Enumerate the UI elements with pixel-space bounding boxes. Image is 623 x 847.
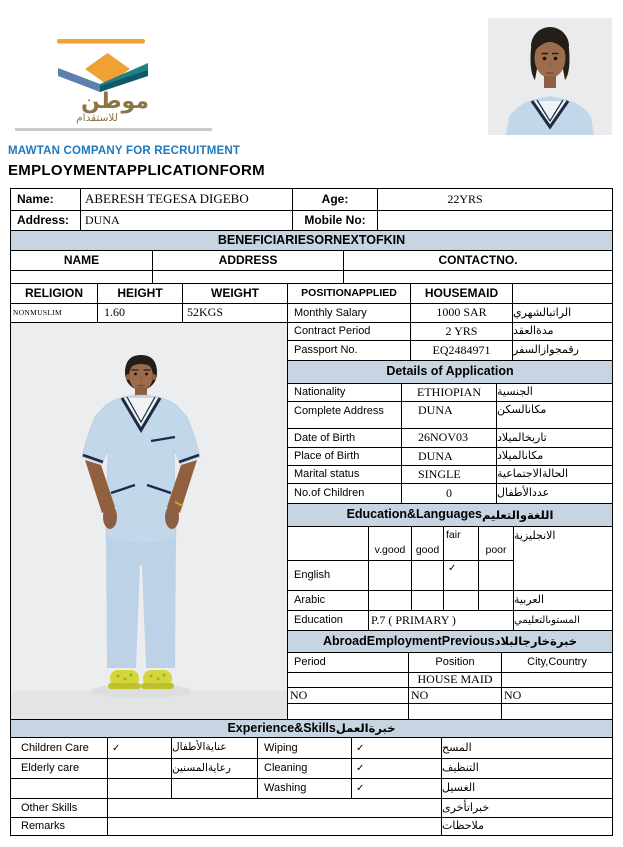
dob-value: 26NOV03 — [401, 428, 497, 448]
address-label: Address: — [10, 210, 81, 231]
arabic-good-cell — [411, 590, 444, 611]
marital-value: SINGLE — [401, 465, 497, 484]
height-header: HEIGHT — [97, 283, 183, 304]
edu-corner-cell — [287, 526, 369, 561]
skill-children-care-check: ✓ — [107, 737, 172, 759]
monthly-salary-value: 1000 SAR — [410, 303, 513, 323]
abroad-r2-position — [408, 703, 502, 720]
nk-name-value — [10, 270, 153, 284]
monthly-salary-arabic: الراتبالشهري — [512, 303, 613, 323]
education-row-arabic: المستوىالتعليمي — [513, 610, 613, 631]
skill-elderly-care-arabic: رعايةالمسنين — [171, 758, 258, 779]
arabic-vgood-cell — [368, 590, 412, 611]
applicant-photo-portrait — [488, 18, 612, 135]
dob-label: Date of Birth — [287, 428, 402, 448]
skill-wiping-arabic: المسح — [441, 737, 613, 759]
education-band-en: Education&Languages — [346, 507, 482, 522]
abroad-r2-city — [501, 703, 613, 720]
position-empty-cell — [512, 283, 613, 304]
weight-header: WEIGHT — [182, 283, 288, 304]
level-good: good — [411, 526, 444, 561]
logo-arabic-main: موطن — [81, 89, 149, 114]
level-poor: poor — [478, 526, 514, 561]
logo-divider — [15, 128, 212, 131]
remarks-value — [107, 817, 442, 836]
age-label: Age: — [292, 188, 378, 211]
beneficiaries-band: BENEFICIARIESORNEXTOFKIN — [10, 230, 613, 251]
passport-value: EQ2484971 — [410, 340, 513, 361]
other-skills-value — [107, 798, 442, 818]
arabic-poor-cell — [478, 590, 514, 611]
pob-arabic: مكانالميلاد — [496, 447, 613, 466]
complete-address-label: Complete Address — [287, 401, 402, 429]
nk-col-name: NAME — [10, 250, 153, 271]
abroad-r0-position: HOUSE MAID — [408, 672, 502, 688]
remarks-arabic: ملاحظات — [441, 817, 613, 836]
education-row-label: Education — [287, 610, 369, 631]
remarks-label: Remarks — [10, 817, 108, 836]
complete-address-value: DUNA — [401, 401, 497, 429]
marital-arabic: الحالةالاجتماعية — [496, 465, 613, 484]
logo-bar — [57, 39, 145, 44]
experience-band — [10, 719, 613, 738]
abroad-r2-period — [287, 703, 409, 720]
skill-elderly-care-label: Elderly care — [10, 758, 108, 779]
english-good-cell — [411, 560, 444, 591]
address-value: DUNA — [80, 210, 293, 231]
position-value: HOUSEMAID — [410, 283, 513, 304]
position-applied-header: POSITIONAPPLIED — [287, 283, 411, 304]
name-value: ABERESH TEGESA DIGEBO — [80, 188, 293, 211]
passport-label: Passport No. — [287, 340, 411, 361]
abroad-band — [287, 630, 613, 653]
abroad-r1-period: NO — [287, 687, 409, 704]
english-fair-check: ✓ — [443, 560, 479, 591]
name-label: Name: — [10, 188, 81, 211]
children-value: 0 — [401, 483, 497, 504]
skill-cleaning-arabic: التنظيف — [441, 758, 613, 779]
mobile-value — [377, 210, 613, 231]
nk-address-value — [152, 270, 344, 284]
skill-washing-label: Washing — [257, 778, 352, 799]
pob-value: DUNA — [401, 447, 497, 466]
company-title: MAWTAN COMPANY FOR RECRUITMENT — [8, 145, 241, 157]
abroad-band-ar: خبرةخارجالبلاد — [494, 634, 577, 649]
skill-empty-arabic — [171, 778, 258, 799]
arabic-fair-cell — [443, 590, 479, 611]
abroad-r1-city: NO — [501, 687, 613, 704]
nk-col-address: ADDRESS — [152, 250, 344, 271]
abroad-r0-city — [501, 672, 613, 688]
abroad-col-period: Period — [287, 652, 409, 673]
english-vgood-cell — [368, 560, 412, 591]
skill-elderly-care-check — [107, 758, 172, 779]
children-label: No.of Children — [287, 483, 402, 504]
arabic-lang-label: Arabic — [287, 590, 369, 611]
age-value: 22YRS — [377, 188, 613, 211]
level-fair: fair — [443, 526, 479, 561]
other-skills-arabic: خبراتأخرى — [441, 798, 613, 818]
company-logo — [15, 26, 215, 126]
pob-label: Place of Birth — [287, 447, 402, 466]
nationality-value: ETHIOPIAN — [401, 383, 497, 402]
skill-children-care-label: Children Care — [10, 737, 108, 759]
education-band-ar: اللغةوالتعليم — [482, 507, 554, 522]
skill-washing-check: ✓ — [351, 778, 442, 799]
skill-cleaning-check: ✓ — [351, 758, 442, 779]
skill-wiping-check: ✓ — [351, 737, 442, 759]
abroad-r0-period — [287, 672, 409, 688]
children-arabic: عددالأطفال — [496, 483, 613, 504]
skill-empty-label — [10, 778, 108, 799]
abroad-col-position: Position — [408, 652, 502, 673]
skill-empty-check — [107, 778, 172, 799]
monthly-salary-label: Monthly Salary — [287, 303, 411, 323]
contract-period-value: 2 YRS — [410, 322, 513, 341]
passport-arabic: رقمجوازالسفر — [512, 340, 613, 361]
abroad-col-city: City,Country — [501, 652, 613, 673]
education-band — [287, 503, 613, 527]
abroad-r1-position: NO — [408, 687, 502, 704]
contract-period-arabic: مدةالعقد — [512, 322, 613, 341]
mobile-label: Mobile No: — [292, 210, 378, 231]
experience-band-en: Experience&Skills — [227, 720, 336, 735]
skill-cleaning-label: Cleaning — [257, 758, 352, 779]
skill-washing-arabic: الغسيل — [441, 778, 613, 799]
nationality-arabic: الجنسية — [496, 383, 613, 402]
religion-value: NONMUSLIM — [10, 303, 98, 323]
skill-children-care-arabic: عنايةالأطفال — [171, 737, 258, 759]
applicant-photo-full — [10, 322, 288, 720]
page-title: EMPLOYMENTAPPLICATIONFORM — [8, 162, 265, 179]
logo-arabic-sub: للاستقدام — [76, 112, 118, 124]
level-vgood: v.good — [368, 526, 412, 561]
marital-label: Marital status — [287, 465, 402, 484]
nk-contact-value — [343, 270, 613, 284]
weight-value: 52KGS — [182, 303, 288, 323]
applicant-full-body-illustration — [11, 323, 287, 719]
details-band: Details of Application — [287, 360, 613, 384]
religion-header: RELIGION — [10, 283, 98, 304]
contract-period-label: Contract Period — [287, 322, 411, 341]
complete-address-arabic: مكانالسكن — [496, 401, 613, 429]
education-row-value: P.7 ( PRIMARY ) — [368, 610, 514, 631]
nationality-label: Nationality — [287, 383, 402, 402]
experience-band-ar: خبرةالعمل — [335, 721, 396, 736]
skill-wiping-label: Wiping — [257, 737, 352, 759]
nk-col-contact: CONTACTNO. — [343, 250, 613, 271]
dob-arabic: تاريخالميلاد — [496, 428, 613, 448]
arabic-lang-arabic: العربية — [513, 590, 613, 611]
abroad-band-en: AbroadEmploymentPrevious — [323, 633, 495, 648]
english-label: English — [287, 560, 369, 591]
height-value: 1.60 — [97, 303, 183, 323]
english-poor-cell — [478, 560, 514, 591]
other-skills-label: Other Skills — [10, 798, 108, 818]
english-arabic-label: الانجليزية — [513, 526, 613, 591]
